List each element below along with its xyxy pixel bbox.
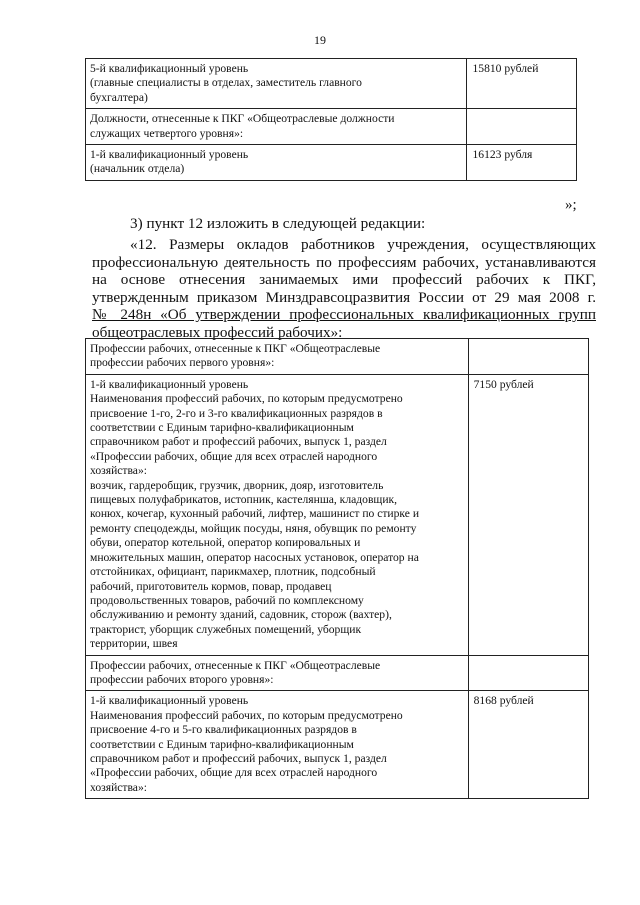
description-line: 1-й квалификационный уровень [90, 148, 249, 162]
salary-table-main [85, 338, 589, 799]
paragraph-line: утвержденным приказом Минздравсоцразвития России от 29 мая 2008 г. [92, 288, 596, 306]
page-number: 19 [314, 33, 326, 47]
description-line: профессии рабочих первого уровня»: [90, 356, 275, 370]
salary-amount-cell [467, 59, 577, 109]
description-line: бухгалтера) [90, 90, 148, 104]
description-line: множительных машин, оператор насосных установок, оператор на [90, 550, 419, 564]
description-line: справочником работ и профессий рабочих, выпуск 1, раздел [90, 435, 387, 449]
description-line: 1-й квалификационный уровень [90, 694, 249, 708]
description-line: служащих четвертого уровня»: [90, 126, 244, 140]
salary-amount: 7150 рублей [473, 377, 534, 391]
description-line: «Профессии рабочих, общие для всех отраслей народного [90, 766, 378, 780]
description-line: обслуживанию и ремонту зданий, садовник, сторож (вахтер), [90, 608, 392, 622]
paragraph-line: профессиональную деятельность по профессиям рабочих, устанавливаются [92, 253, 596, 271]
position-description-cell [86, 339, 469, 375]
position-description-cell [86, 374, 469, 655]
description-line: (главные специалисты в отделах, заместитель главного [90, 76, 362, 90]
description-line: Профессии рабочих, отнесенные к ПКГ «Общеотраслевые [90, 342, 381, 355]
description-line: присвоение 4-го и 5-го квалификационных разрядов в [90, 723, 357, 737]
description-line: конюх, кочегар, кухонный рабочий, лифтер, машинист по стирке и [90, 507, 420, 521]
position-description-cell [86, 691, 469, 799]
salary-amount-cell [467, 145, 577, 181]
description-line: обуви, оператор котельной, оператор копировальных и [90, 536, 361, 550]
description-line: отстойниках, официант, парикмахер, плотник, подсобный [90, 565, 376, 579]
salary-amount-cell [468, 691, 588, 799]
table-row [86, 339, 589, 375]
paragraph-line: общеотраслевых профессий рабочих»: [92, 323, 343, 341]
salary-amount: 8168 рублей [473, 694, 534, 708]
description-line: (начальник отдела) [90, 162, 185, 176]
description-line: рабочий, приготовитель кормов, повар, продавец [90, 579, 332, 593]
table-row [86, 374, 589, 655]
description-line: Профессии рабочих, отнесенные к ПКГ «Общеотраслевые [90, 658, 381, 672]
description-line: 1-й квалификационный уровень [90, 377, 249, 391]
description-line: пищевых полуфабрикатов, истопник, кастелянша, кладовщик, [90, 493, 398, 507]
salary-table-top [85, 58, 577, 181]
description-line: хозяйства»: [90, 780, 147, 794]
description-line: ремонту спецодежды, мойщик посуды, няня, обувщик по ремонту [90, 521, 417, 535]
description-line: соответствии с Единым тарифно-квалификационным [90, 737, 354, 751]
table-row [86, 145, 577, 181]
closing-quote-mark: »; [565, 197, 577, 213]
salary-amount-cell [468, 655, 588, 691]
amendment-item-text: 3) пункт 12 изложить в следующей редакции: [130, 215, 426, 232]
amendment-paragraph [92, 236, 596, 342]
description-line: возчик, гардеробщик, грузчик, дворник, дояр, изготовитель [90, 478, 384, 492]
salary-amount-cell [468, 339, 588, 375]
table-row [86, 109, 577, 145]
position-description-cell [86, 109, 467, 145]
description-line: справочником работ и профессий рабочих, выпуск 1, раздел [90, 751, 387, 765]
salary-amount: 15810 рублей [472, 62, 539, 75]
position-description-cell [86, 59, 467, 109]
paragraph-line: на основе отнесения занимаемых ими профессий рабочих к ПКГ, [92, 271, 596, 289]
description-line: тракторист, уборщик служебных помещений, уборщик [90, 622, 362, 636]
description-line: продовольственных товаров, рабочий по комплексному [90, 593, 364, 607]
salary-amount: 16123 рубля [472, 148, 533, 162]
description-line: «Профессии рабочих, общие для всех отраслей народного [90, 449, 378, 463]
position-description-cell [86, 655, 469, 691]
description-line: хозяйства»: [90, 464, 147, 478]
description-line: Должности, отнесенные к ПКГ «Общеотраслевые должности [90, 112, 395, 126]
paragraph-line: № 248н «Об утверждении профессиональных квалификационных групп [92, 306, 596, 324]
paragraph-line: «12. Размеры окладов работников учреждения, осуществляющих [130, 236, 596, 253]
description-line: 5-й квалификационный уровень [90, 62, 249, 75]
description-line: Наименования профессий рабочих, по которым предусмотрено [90, 708, 403, 722]
table-row [86, 59, 577, 109]
salary-amount-cell [468, 374, 588, 655]
amendment-item [130, 215, 590, 233]
salary-amount-cell [467, 109, 577, 145]
description-line: присвоение 1-го, 2-го и 3-го квалификационных разрядов в [90, 406, 383, 420]
description-line: соответствии с Единым тарифно-квалификационным [90, 421, 354, 435]
description-line: Наименования профессий рабочих, по которым предусмотрено [90, 392, 403, 406]
description-line: профессии рабочих второго уровня»: [90, 672, 274, 686]
description-line: территории, швея [90, 637, 178, 651]
position-description-cell [86, 145, 467, 181]
table-row [86, 655, 589, 691]
table-row [86, 691, 589, 799]
